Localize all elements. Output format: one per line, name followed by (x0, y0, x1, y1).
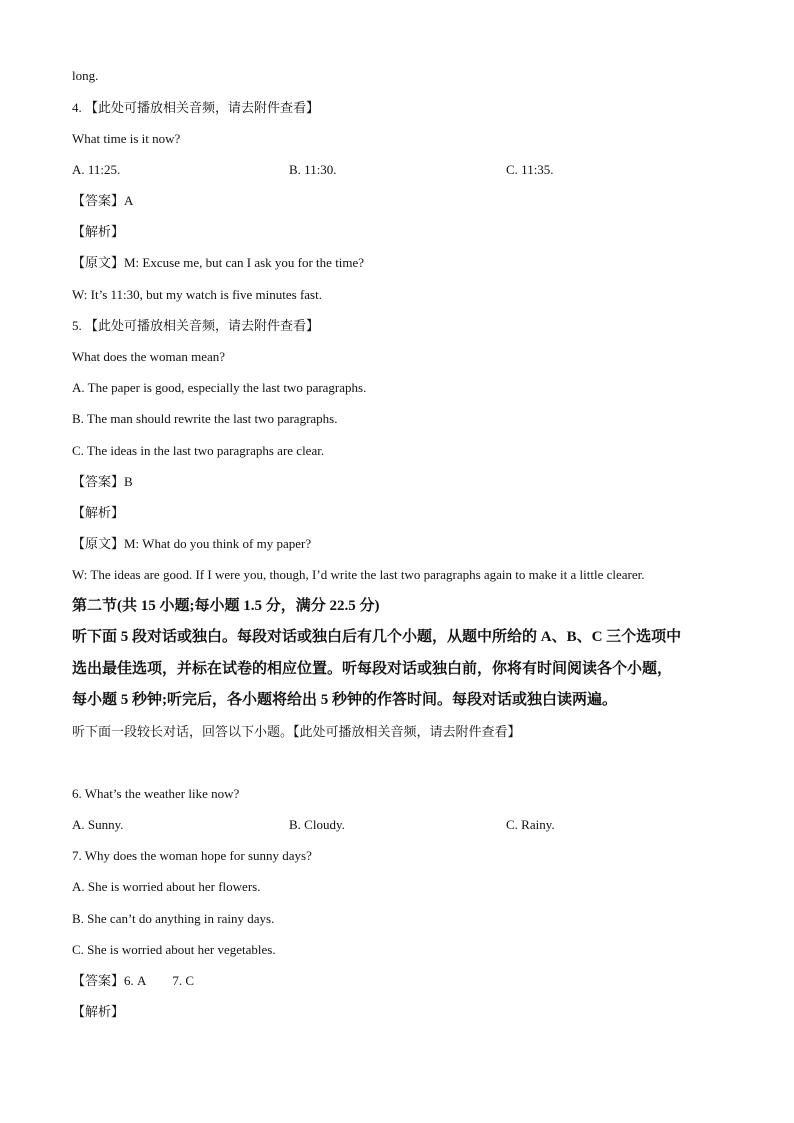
q7-option-a: A. She is worried about her flowers. (72, 879, 261, 894)
q5-option-b: B. The man should rewrite the last two paragraphs. (72, 411, 338, 426)
dialogue-intro: 听下面一段较长对话，回答以下小题。【此处可播放相关音频，请去附件查看】 (72, 724, 521, 739)
transcript-line: 【原文】M: Excuse me, but can I ask you for the time? (72, 255, 365, 270)
question-7-prompt: 7. Why does the woman hope for sunny days? (72, 848, 312, 863)
question-4-heading: 4. 【此处可播放相关音频，请去附件查看】 (72, 100, 320, 115)
q6-option-b: B. Cloudy. (289, 817, 345, 832)
transcript-line: W: The ideas are good. If I were you, though, I’d write the last two paragraphs again to make it a little clearer. (72, 567, 645, 582)
answer-label (72, 972, 194, 990)
analysis-label: 【解析】 (72, 224, 125, 239)
q7-option-b: B. She can’t do anything in rainy days. (72, 911, 275, 926)
section-instructions: 每小题 5 秒钟;听完后，各小题将给出 5 秒钟的作答时间。每段对话或独白读两遍。 (72, 692, 617, 708)
question-4-prompt: What time is it now? (72, 131, 181, 146)
answer-q6: 【答案】6. A (72, 973, 147, 988)
answer-label: 【答案】B (72, 474, 133, 489)
q6-option-a: A. Sunny. (72, 817, 124, 832)
analysis-label: 【解析】 (72, 505, 125, 520)
q4-option-c: C. 11:35. (506, 162, 554, 177)
analysis-label: 【解析】 (72, 1004, 125, 1019)
text-line: long. (72, 68, 99, 83)
transcript-line: W: It’s 11:30, but my watch is five minutes fast. (72, 287, 322, 302)
answer-q7: 7. C (172, 973, 195, 988)
answer-label: 【答案】A (72, 193, 134, 208)
q5-option-a: A. The paper is good, especially the last two paragraphs. (72, 380, 367, 395)
section-instructions: 选出最佳选项，并标在试卷的相应位置。听每段对话或独白前，你将有时间阅读各个小题， (72, 661, 673, 677)
q7-option-c: C. She is worried about her vegetables. (72, 942, 276, 957)
q4-option-a: A. 11:25. (72, 162, 121, 177)
q6-option-c: C. Rainy. (506, 817, 555, 832)
section-heading: 第二节(共 15 小题;每小题 1.5 分，满分 22.5 分) (72, 598, 380, 614)
question-6-prompt: 6. What’s the weather like now? (72, 786, 240, 801)
q4-option-b: B. 11:30. (289, 162, 337, 177)
question-5-heading: 5. 【此处可播放相关音频，请去附件查看】 (72, 318, 320, 333)
q5-option-c: C. The ideas in the last two paragraphs are clear. (72, 443, 325, 458)
question-5-prompt: What does the woman mean? (72, 349, 226, 364)
section-instructions: 听下面 5 段对话或独白。每段对话或独白后有几个小题，从题中所给的 A、B、C 三个选项中 (72, 629, 682, 645)
transcript-line: 【原文】M: What do you think of my paper? (72, 536, 312, 551)
